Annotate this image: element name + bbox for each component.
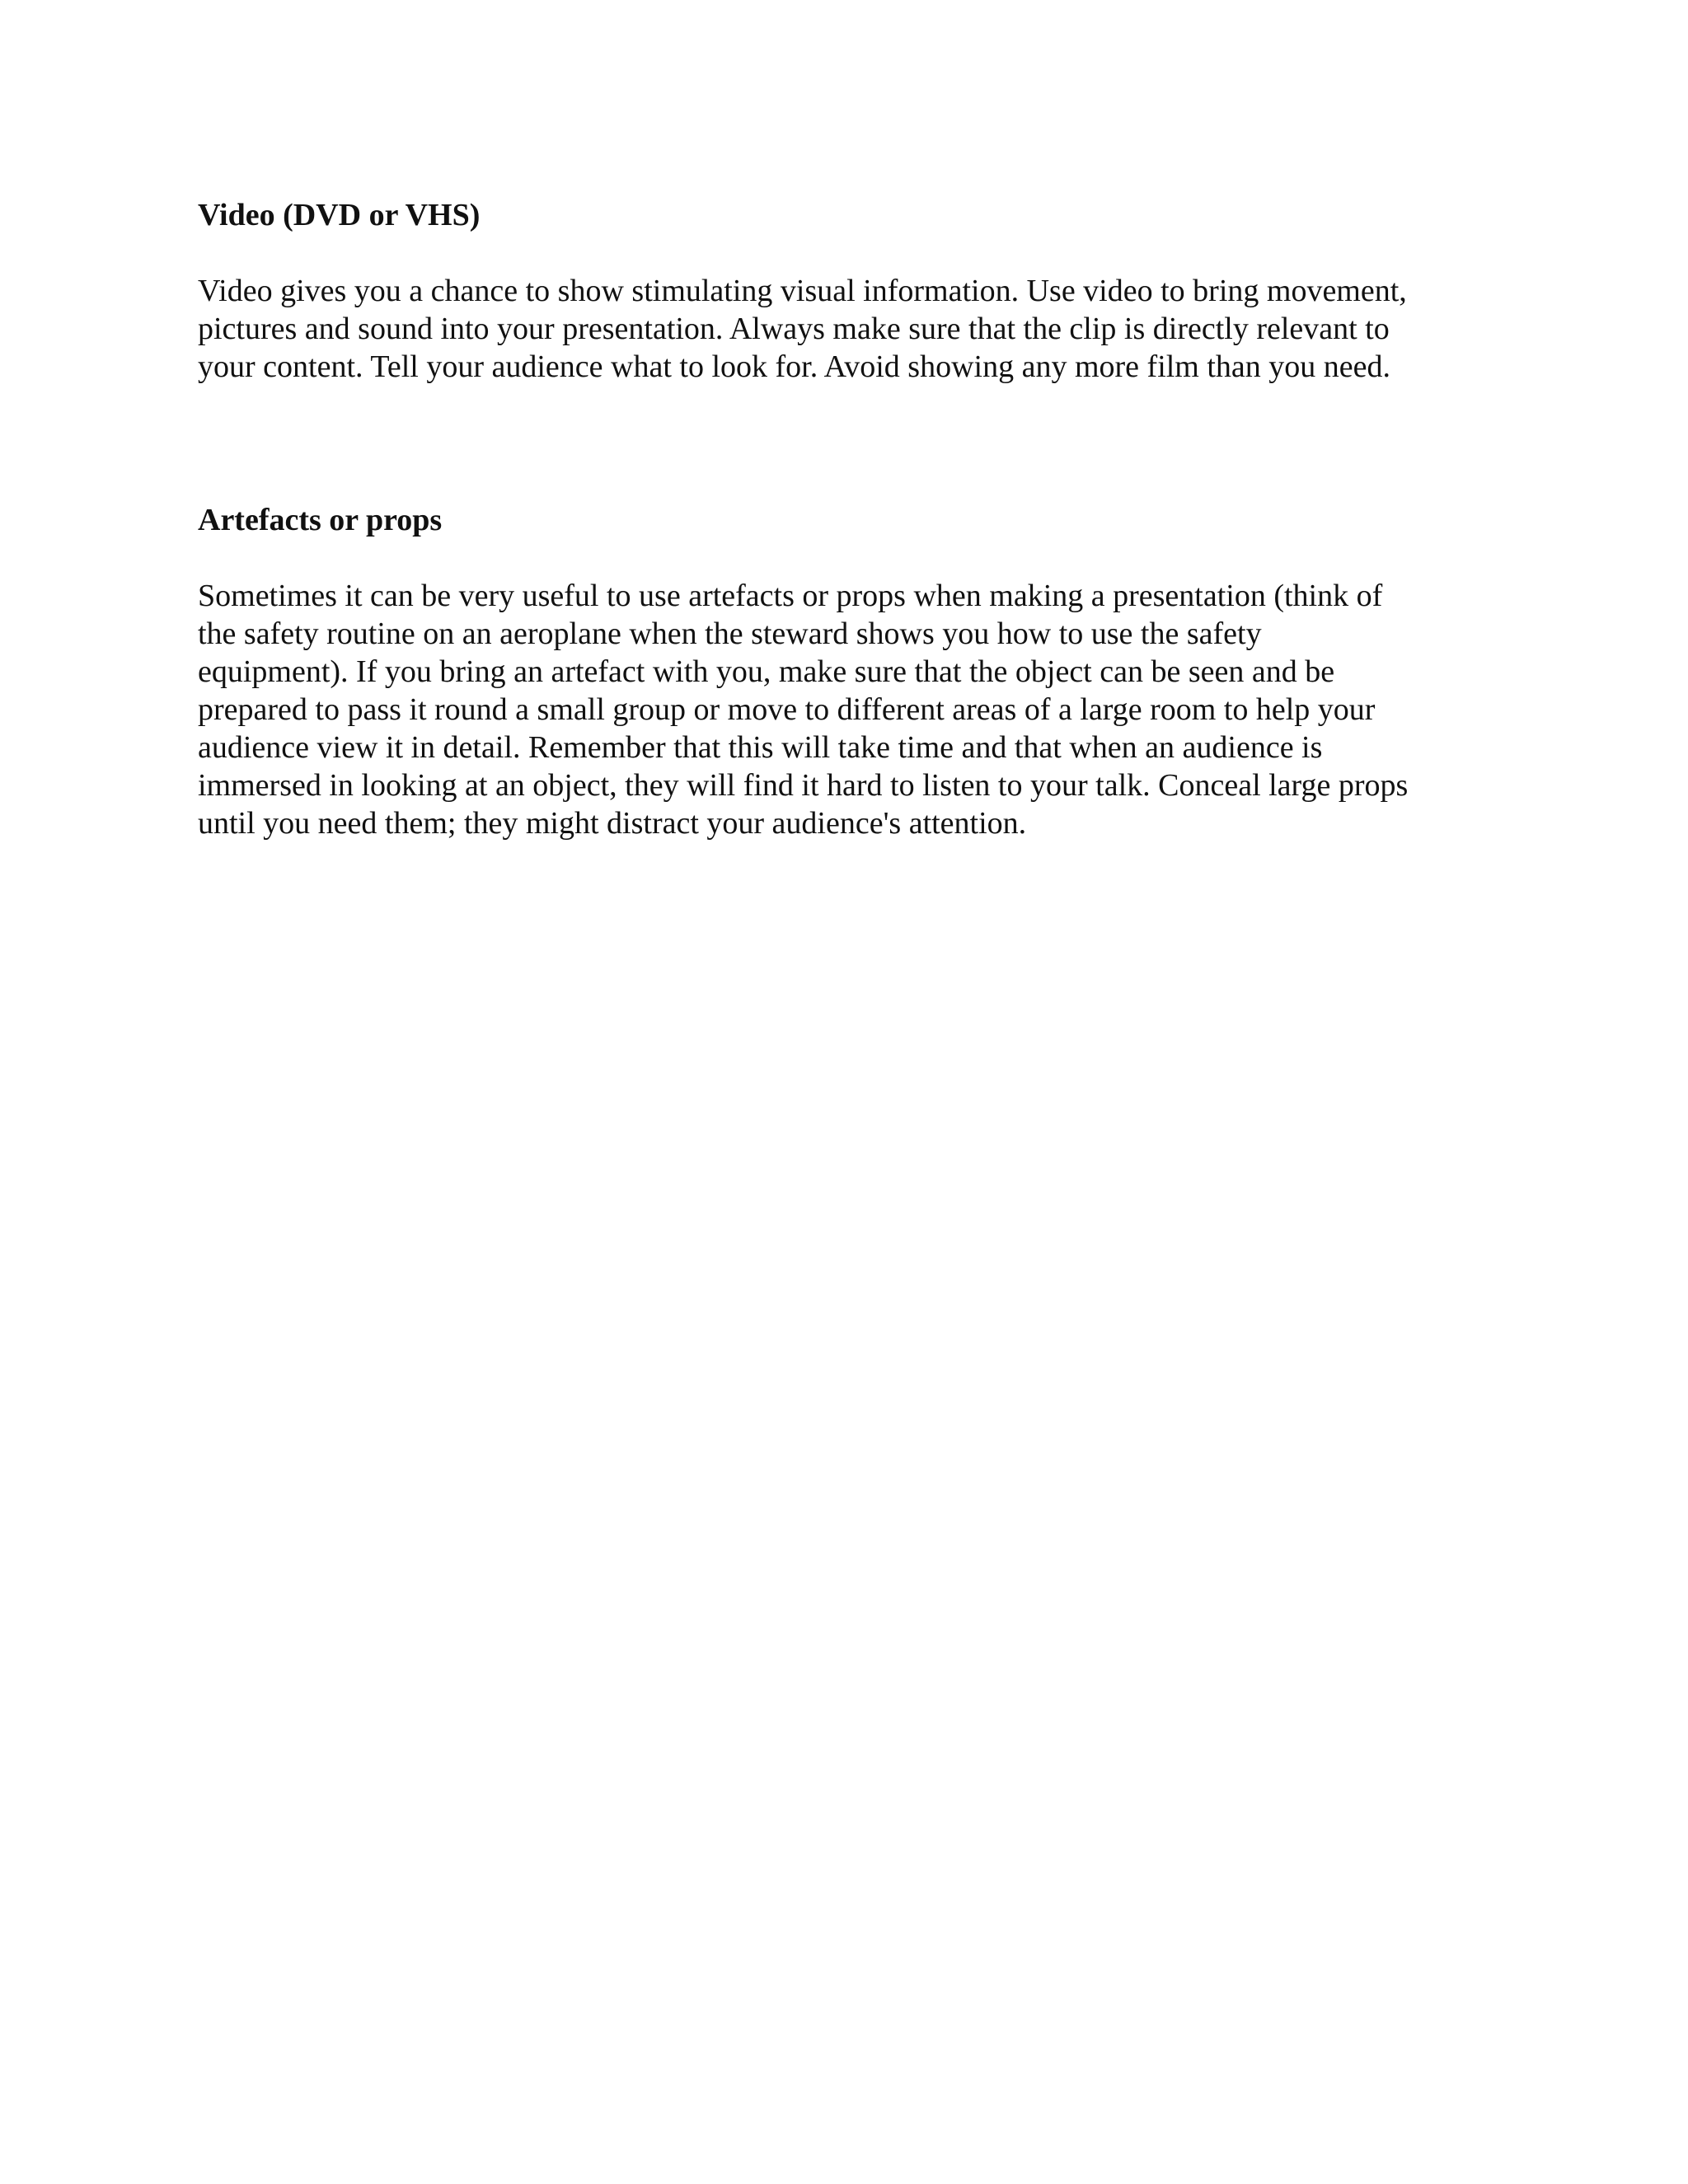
document-content (198, 196, 1500, 842)
section-body-artefacts: Sometimes it can be very useful to use artefacts or props when making a presentation (think of the safety routine on an aeroplane when the steward shows you how to use the safety equipment). If you bring an artefact with you, make sure that the object can be seen and be prepared to pass it round a small group or move to different areas of a large room to help your audience view it in detail. Remember that this will take time and that when an audience is immersed in looking at an object, they will find it hard to listen to your talk. Conceal large props until you need them; they might distract your audience's attention. (198, 579, 1409, 841)
section-video (198, 196, 1500, 386)
section-heading-artefacts: Artefacts or props (198, 503, 443, 537)
section-heading-video: Video (DVD or VHS) (198, 198, 481, 232)
section-artefacts (198, 501, 1500, 842)
section-body-video: Video gives you a chance to show stimulating visual information. Use video to bring movement, pictures and sound into your presentation. Always make sure that the clip is directly relevant to your content. Tell your audience what to look for. Avoid showing any more film than you need. (198, 274, 1407, 384)
